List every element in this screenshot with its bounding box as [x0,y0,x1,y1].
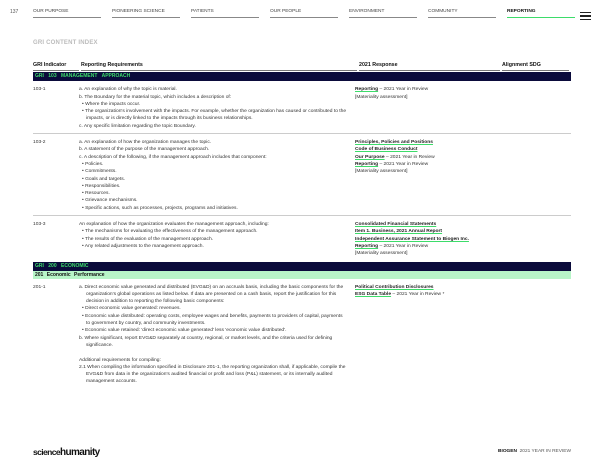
requirement-line: b. Where significant, report EVG&D separately at country, regional, or market levels, and the criteria used for defining significance. [79,335,333,348]
response-text: [Materiality assessment] [355,169,408,175]
alignment-sdg [496,139,571,212]
page-number: 137 [10,9,19,15]
top-nav [33,9,575,18]
nav-patients[interactable]: PATIENTS [191,9,259,18]
header-gri-indicator: GRI Indicator [33,62,79,71]
requirement-line: • Responsibilities. [82,183,121,189]
requirement-line: • Economic value distributed: operating costs, employee wages and benefits, payments to providers of capital, payments to government by country, and community investments. [82,313,343,327]
requirement-line: • Direct economic value generated: revenues. [82,306,181,312]
response-line [355,221,496,228]
requirement-line [79,349,347,356]
response-text: – 2021 Year in Review [378,87,429,93]
requirement-line: • Economic value retained: 'direct economic value generated' less 'economic value distributed'. [82,328,287,334]
gri-indicator: 201-1 [33,284,46,290]
reporting-requirements [79,86,355,130]
nav-community[interactable]: COMMUNITY [428,9,496,18]
response [355,221,496,257]
reporting-requirements [79,221,355,257]
requirement-line: b. A statement of the purpose of the management approach. [79,147,210,153]
requirement-line: Additional requirements for compiling: [79,357,161,363]
subsection-header: 201 Economic Performance [33,271,571,279]
requirement-line: c. Any specific limitation regarding the topic Boundary. [79,123,196,129]
section-header: GRI 103 MANAGEMENT APPROACH [33,72,571,81]
response-link[interactable]: Principles, Policies and Positions [355,140,434,146]
requirement-line: 2.1 When compiling the information specified in Disclosure 201-1, the reporting organization shall, if applicable, compile the EVG&D from data in the organization's audited financial or profit and loss (P&L) statement, or its internally audited management accounts. [79,364,346,385]
alignment-sdg [496,86,571,130]
response-line [355,146,496,153]
response-line [355,291,496,298]
alignment-sdg [496,284,571,386]
table-row [33,279,571,389]
response-text: – 2021 Year in Review [378,161,429,167]
response-line [355,243,496,250]
gri-indicator: 103-3 [33,222,46,228]
reporting-requirements [79,139,355,212]
response [355,86,496,130]
requirement-line: • Resources. [82,191,110,197]
response-line [355,154,496,161]
response-text: – 2021 Year in Review * [391,291,445,297]
response-line [355,86,496,93]
response-line [355,284,496,291]
requirement-line: An explanation of how the organization evaluates the management approach, including: [79,222,269,228]
response-link[interactable]: Item 1. Business, 2021 Annual Report [355,229,443,235]
requirement-line: • The mechanisms for evaluating the effectiveness of the management approach. [82,229,258,235]
nav-environment[interactable]: ENVIRONMENT [349,9,417,18]
response-link[interactable]: Political Contribution Disclosures [355,284,434,290]
response-line [355,94,496,101]
response-text: [Materiality assessment] [355,94,408,100]
response-link[interactable]: Reporting [355,243,379,249]
requirement-line: a. Direct economic value generated and distributed (EVG&D) on an accruals basis, including the basic components for the organization's global operations as listed below. If data are presented on a cash basis, report the justification for this decision in addition to reporting the following basic components: [79,284,344,305]
gri-indicator: 103-1 [33,87,46,93]
response-text: – 2021 Year in Review [384,154,435,160]
table-header [33,62,571,71]
response-text: [Materiality assessment] [355,251,408,257]
response-link[interactable]: Reporting [355,87,379,93]
requirement-line: • Goals and targets. [82,176,126,182]
nav-reporting[interactable]: REPORTING [507,9,575,18]
response-line [355,168,496,175]
response-link[interactable]: Independent Assurance Statement to Biogen Inc. [355,236,469,242]
requirement-line: • Where the impacts occur. [82,101,141,107]
response-link[interactable]: Consolidated Financial Statements [355,222,437,228]
response-link[interactable]: Code of Business Conduct [355,147,418,153]
footer-text: BIOGEN 2021 YEAR IN REVIEW [498,449,571,454]
table-row [33,216,571,260]
response-line [355,236,496,243]
requirement-line: • Specific actions, such as processes, projects, programs and initiatives. [82,205,238,211]
response-line [355,139,496,146]
alignment-sdg [496,221,571,257]
response-line [355,250,496,257]
table-row [33,134,571,216]
hamburger-menu-icon[interactable] [580,12,591,22]
requirement-line: a. An explanation of how the organization manages the topic. [79,140,212,146]
requirement-line: • The organization's involvement with the impacts. For example, whether the organization has caused or contributed to the impacts, or is directly linked to the impacts through its business relationships. [82,109,347,122]
page-title: GRI CONTENT INDEX [33,40,98,46]
table-row [33,81,571,134]
header-requirements: Reporting Requirements [81,62,357,71]
header-response: 2021 Response [359,62,500,71]
response-text: – 2021 Year in Review [378,243,429,249]
gri-table [33,62,571,389]
response [355,139,496,212]
nav-our-people[interactable]: OUR PEOPLE [270,9,338,18]
requirement-line: a. An explanation of why the topic is material. [79,87,177,93]
requirement-line: • Commitments. [82,169,117,175]
section-header: GRI 200 ECONOMIC [33,262,571,271]
requirement-line: • The results of the evaluation of the management approach. [82,236,214,242]
header-sdg: Alignment SDG [502,62,569,71]
gri-indicator: 103-2 [33,140,46,146]
reporting-requirements [79,284,355,386]
nav-our-purpose[interactable]: OUR PURPOSE [33,9,101,18]
requirement-line: • Policies. [82,161,104,167]
response-link[interactable]: Reporting [355,161,379,167]
nav-pioneering-science[interactable]: PIONEERING SCIENCE [112,9,180,18]
response-link[interactable]: ESG Data Table [355,291,392,297]
requirement-line: b. The Boundary for the material topic, which includes a description of: [79,94,232,100]
requirement-line: • Any related adjustments to the management approach. [82,243,204,249]
response-line [355,161,496,168]
requirement-line: c. A description of the following, if the management approach includes that component: [79,154,267,160]
science-humanity-logo: sciencehumanity [33,447,100,458]
response-line [355,228,496,235]
requirement-line: • Grievance mechanisms. [82,198,138,204]
response [355,284,496,386]
response-link[interactable]: Our Purpose [355,154,385,160]
